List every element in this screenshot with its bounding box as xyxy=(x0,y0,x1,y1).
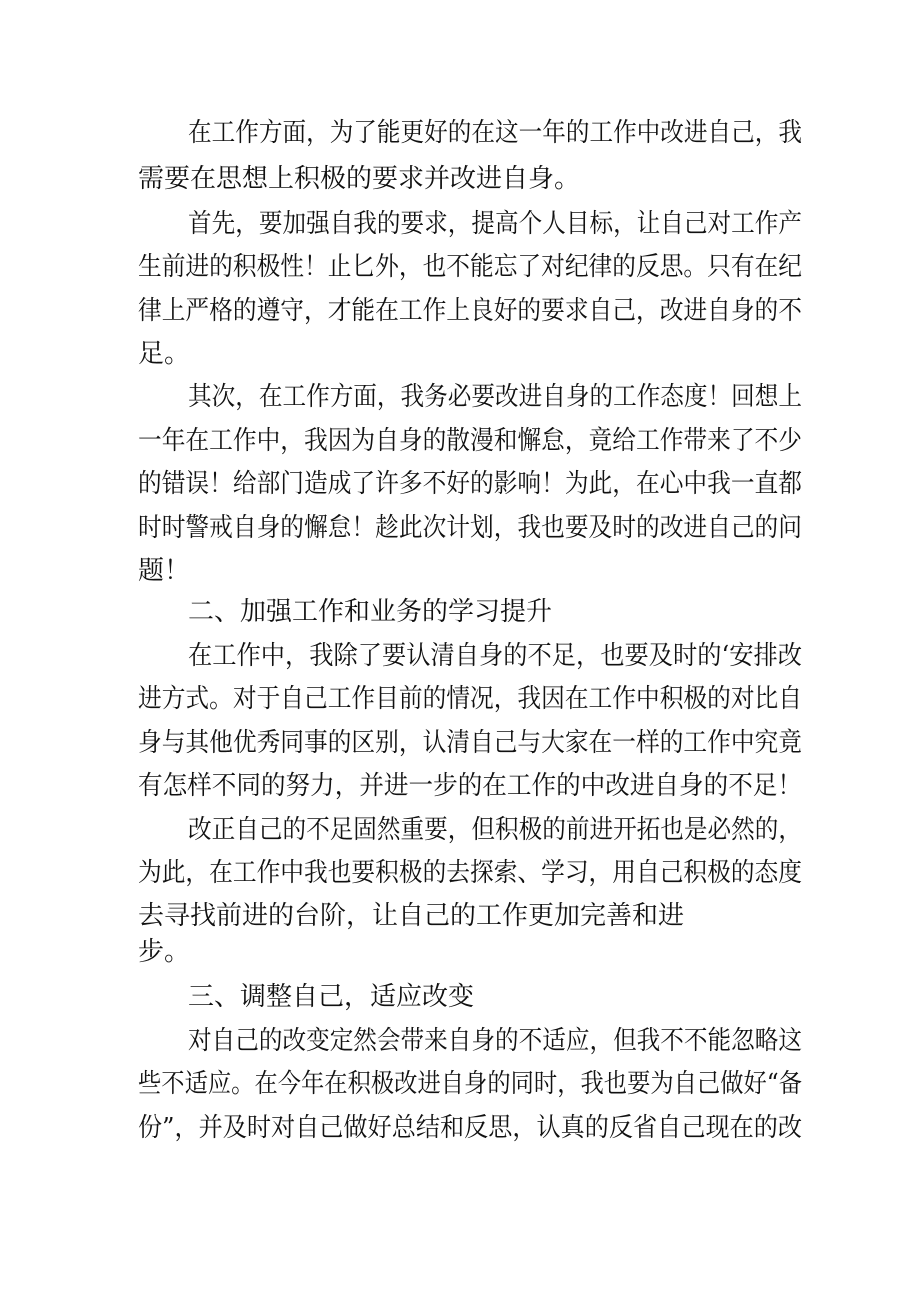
text-line: 份”，并及时对自己做好总结和反思，认真的反省自己现在的改 xyxy=(138,1113,802,1143)
text-line: 题！ xyxy=(138,556,191,586)
text-line: 身与其他优秀同事的区别，认清自己与大家在一样的工作中究竟 xyxy=(138,728,802,758)
text-line: 进方式。对于自己工作目前的情况，我因在工作中积极的对比自 xyxy=(138,684,802,714)
section-heading: 二、加强工作和业务的学习提升 xyxy=(188,597,553,627)
text-line: 足。 xyxy=(138,339,191,369)
text-line: 对自己的改变定然会带来自身的不适应，但我不不能忽略这 xyxy=(188,1026,802,1056)
text-line: 时时警戒自身的懈怠！趁此次计划，我也要及时的改进自己的问 xyxy=(138,513,802,543)
section-heading: 三、调整自己，适应改变 xyxy=(188,982,475,1012)
text-line: 的错误！给部门造成了许多不好的影响！为此，在心中我一直都 xyxy=(138,469,802,499)
text-line: 些不适应。在今年在积极改进自身的同时，我也要为自己做好“备 xyxy=(138,1069,802,1099)
text-line: 需要在思想上积极的要求并改进自身。 xyxy=(138,164,581,194)
text-line: 为此，在工作中我也要积极的去探索、学习，用自己积极的态度 xyxy=(138,858,802,888)
text-line: 一年在工作中，我因为自身的散漫和懈怠，竟给工作带来了不少 xyxy=(138,426,802,456)
text-line: 去寻找前进的台阶，让自己的工作更加完善和进 xyxy=(138,901,685,931)
text-line: 有怎样不同的努力，并进一步的在工作的中改进自身的不足！ xyxy=(138,771,802,801)
text-line: 生前进的积极性！止匕外，也不能忘了对纪律的反思。只有在纪 xyxy=(138,252,802,282)
text-line: 首先，要加强自我的要求，提高个人目标，让自己对工作产 xyxy=(188,209,802,239)
text-line: 在工作方面，为了能更好的在这一年的工作中改进自己，我 xyxy=(188,118,802,148)
text-line: 律上严格的遵守，才能在工作上良好的要求自己，改进自身的不 xyxy=(138,296,802,326)
text-line: 在工作中，我除了要认清自身的不足，也要及时的‘安排改 xyxy=(188,641,802,671)
text-line: 改正自己的不足固然重要，但积极的前进开拓也是必然的， xyxy=(188,815,802,845)
text-line: 其次，在工作方面，我务必要改进自身的工作态度！回想上 xyxy=(188,382,802,412)
text-line: 步。 xyxy=(138,937,191,967)
